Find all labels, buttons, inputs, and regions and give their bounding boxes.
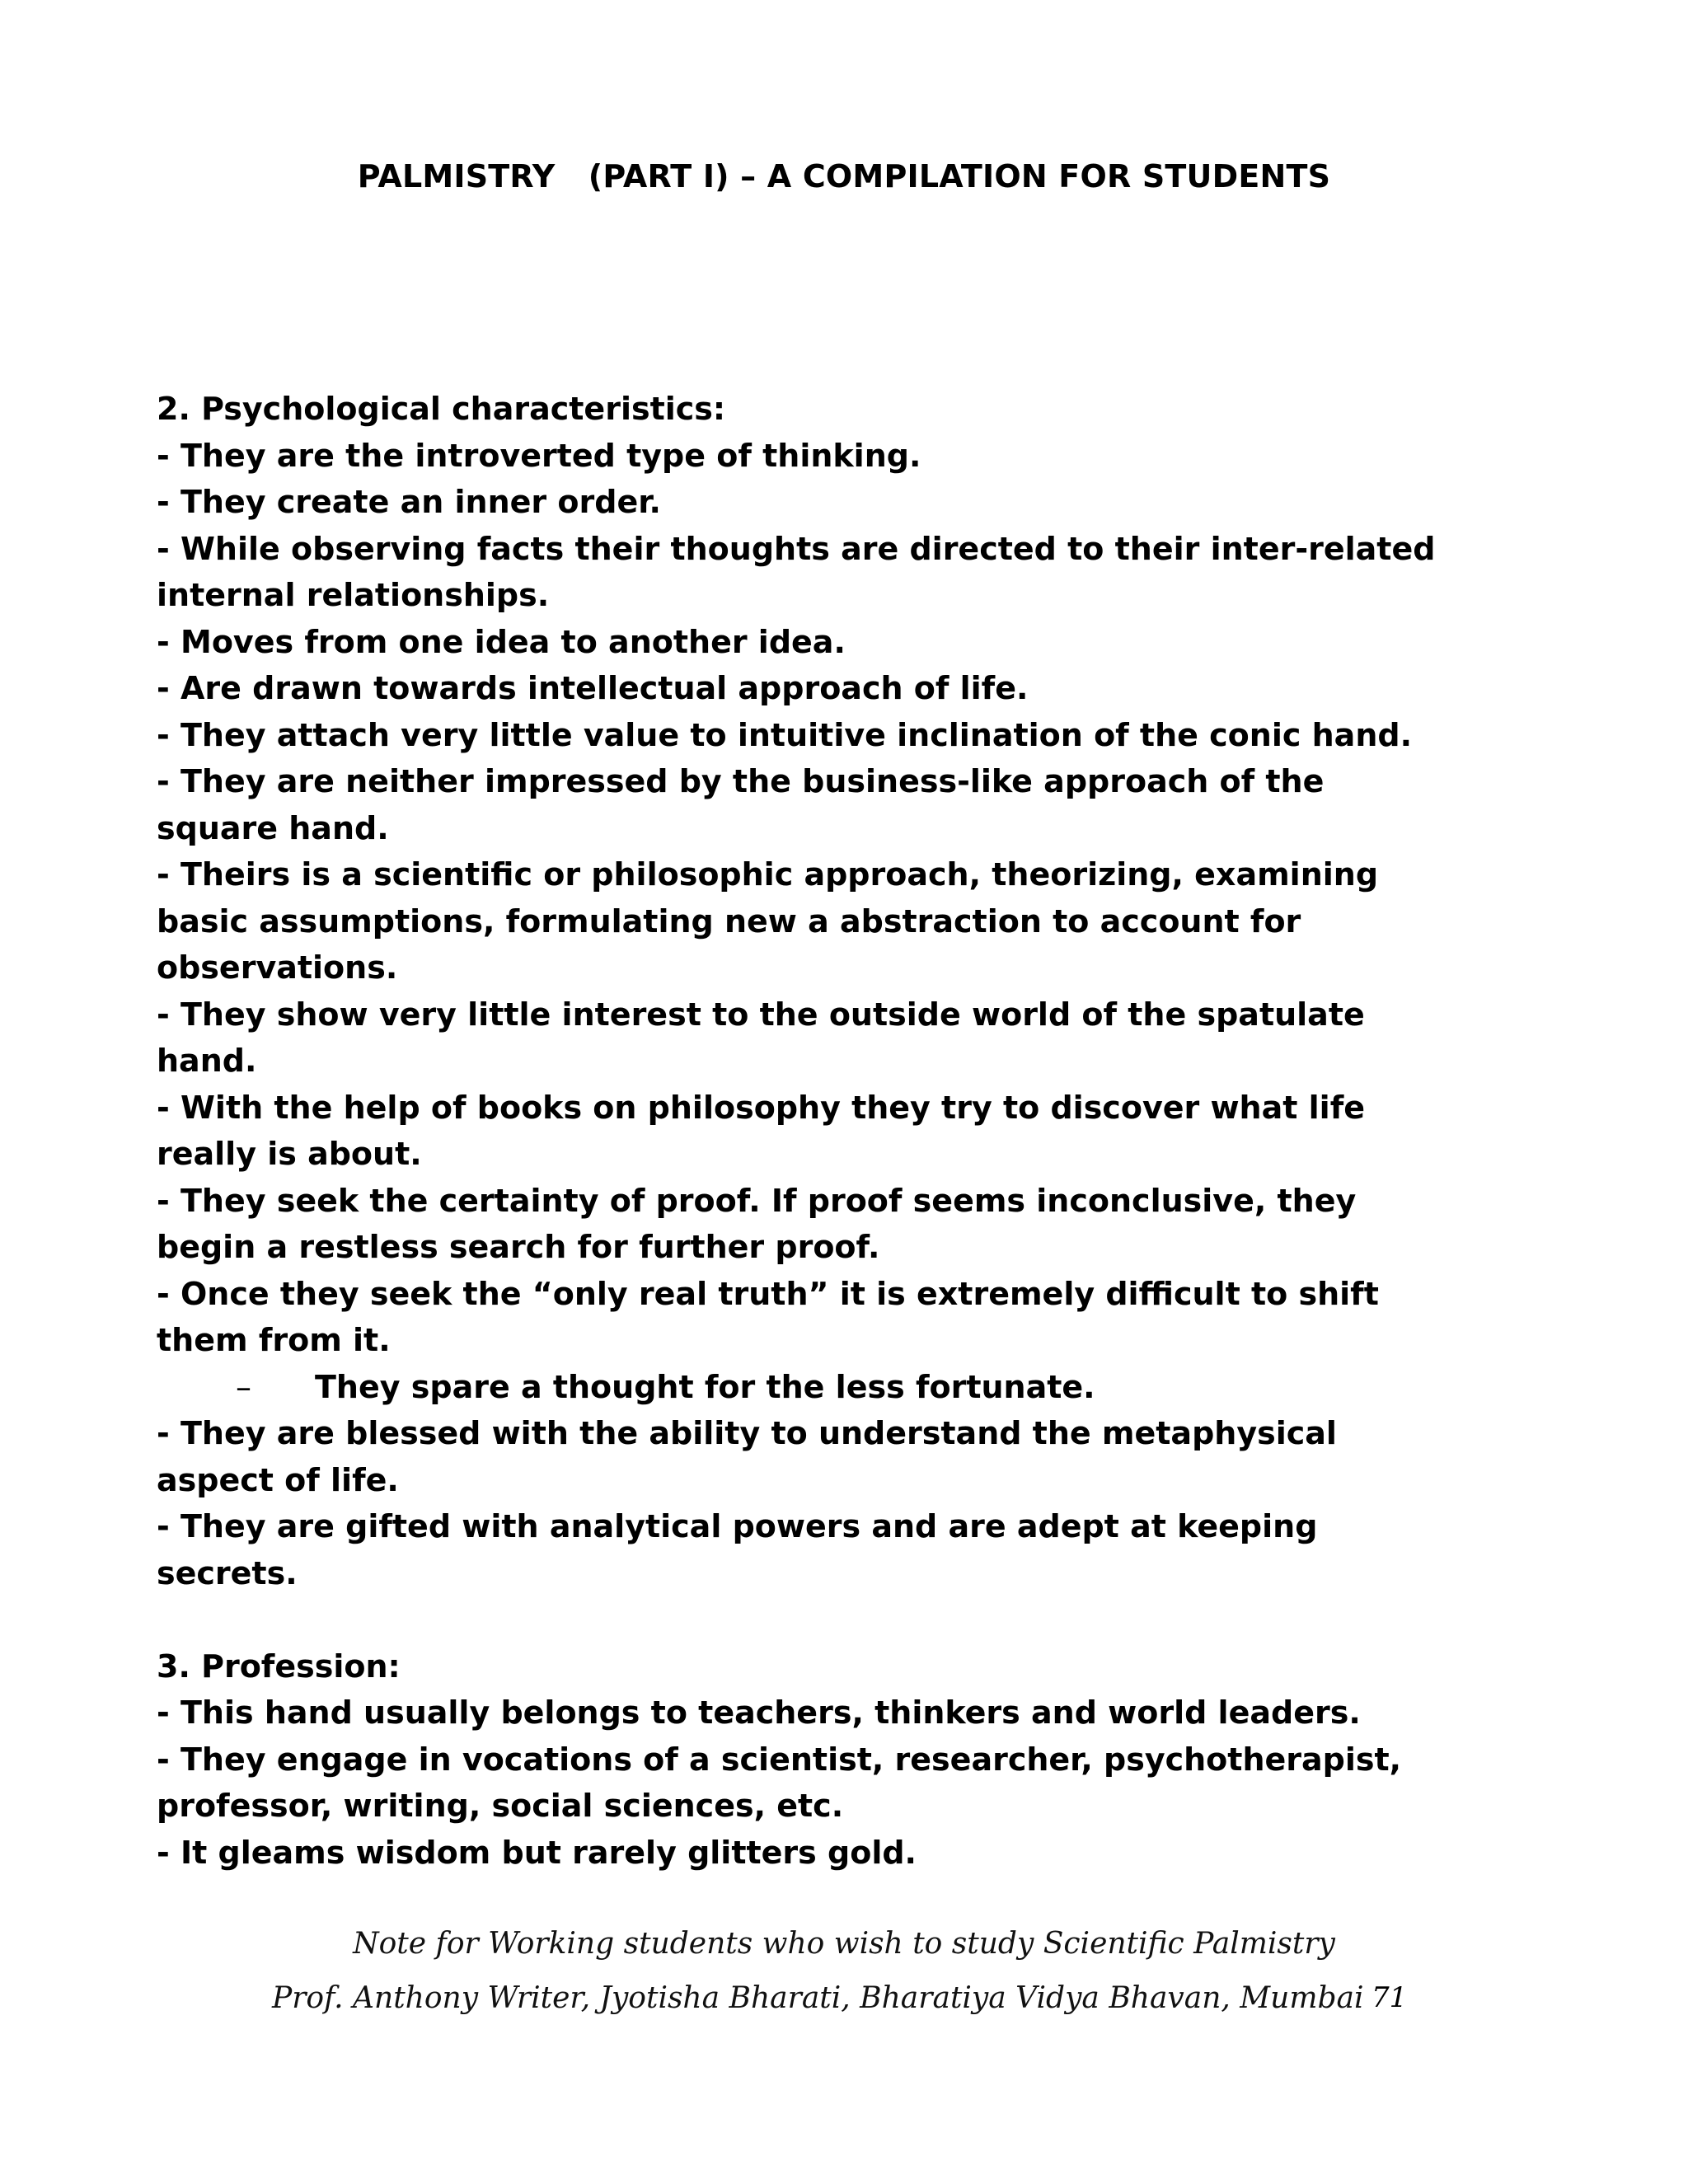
document-body bbox=[157, 386, 1492, 1876]
indented-item-text: They spare a thought for the less fortunate. bbox=[315, 1368, 1095, 1405]
body-line: professor, writing, social sciences, etc. bbox=[157, 1788, 844, 1824]
body-line: aspect of life. bbox=[157, 1461, 399, 1498]
body-line: square hand. bbox=[157, 809, 389, 846]
body-line: - They show very little interest to the outside world of the spatulate bbox=[157, 996, 1365, 1033]
body-line: secrets. bbox=[157, 1554, 298, 1591]
indented-list-item bbox=[157, 1364, 1492, 1411]
page-title: PALMISTRY (PART I) – A COMPILATION FOR STUDENTS bbox=[357, 158, 1331, 194]
body-line: - They attach very little value to intuitive inclination of the conic hand. bbox=[157, 716, 1413, 753]
body-line: - While observing facts their thoughts are directed to their inter-related bbox=[157, 530, 1436, 567]
body-line: observations. bbox=[157, 949, 398, 986]
body-line: - Are drawn towards intellectual approach of life. bbox=[157, 670, 1029, 706]
body-line: - They are the introverted type of thinking. bbox=[157, 437, 921, 474]
body-line: - They are blessed with the ability to understand the metaphysical bbox=[157, 1415, 1337, 1451]
section-heading-psychological: 2. Psychological characteristics: bbox=[157, 391, 726, 427]
body-line: hand. bbox=[157, 1043, 257, 1079]
body-line: internal relationships. bbox=[157, 577, 550, 613]
body-line: really is about. bbox=[157, 1136, 422, 1172]
body-line: - They seek the certainty of proof. If proof seems inconclusive, they bbox=[157, 1182, 1357, 1219]
body-line: - Theirs is a scientific or philosophic approach, theorizing, examining bbox=[157, 856, 1379, 893]
body-line: begin a restless search for further proof. bbox=[157, 1229, 880, 1265]
body-line: - It gleams wisdom but rarely glitters gold. bbox=[157, 1834, 917, 1871]
body-line: - This hand usually belongs to teachers, thinkers and world leaders. bbox=[157, 1694, 1361, 1731]
section-spacer bbox=[157, 1596, 1492, 1643]
footer-note: Note for Working students who wish to study Scientific Palmistry bbox=[353, 1927, 1335, 1961]
body-line: - With the help of books on philosophy they try to discover what life bbox=[157, 1089, 1366, 1126]
body-line: them from it. bbox=[157, 1322, 391, 1358]
body-line: - Once they seek the “only real truth” it is extremely difficult to shift bbox=[157, 1275, 1379, 1312]
body-line: - Moves from one idea to another idea. bbox=[157, 623, 846, 660]
body-line: - They engage in vocations of a scientist, researcher, psychotherapist, bbox=[157, 1741, 1402, 1778]
body-line: basic assumptions, formulating new a abstraction to account for bbox=[157, 902, 1301, 940]
body-line: - They are gifted with analytical powers and are adept at keeping bbox=[157, 1508, 1318, 1544]
body-line: - They are neither impressed by the business-like approach of the bbox=[157, 763, 1325, 799]
page-number: 71 bbox=[1372, 1981, 1408, 2014]
section-heading-profession: 3. Profession: bbox=[157, 1647, 401, 1685]
dash-bullet: – bbox=[236, 1368, 251, 1405]
body-line: - They create an inner order. bbox=[157, 484, 661, 520]
footer-author: Prof. Anthony Writer, Jyotisha Bharati, Bharatiya Vidya Bhavan, Mumbai bbox=[272, 1981, 1364, 2015]
